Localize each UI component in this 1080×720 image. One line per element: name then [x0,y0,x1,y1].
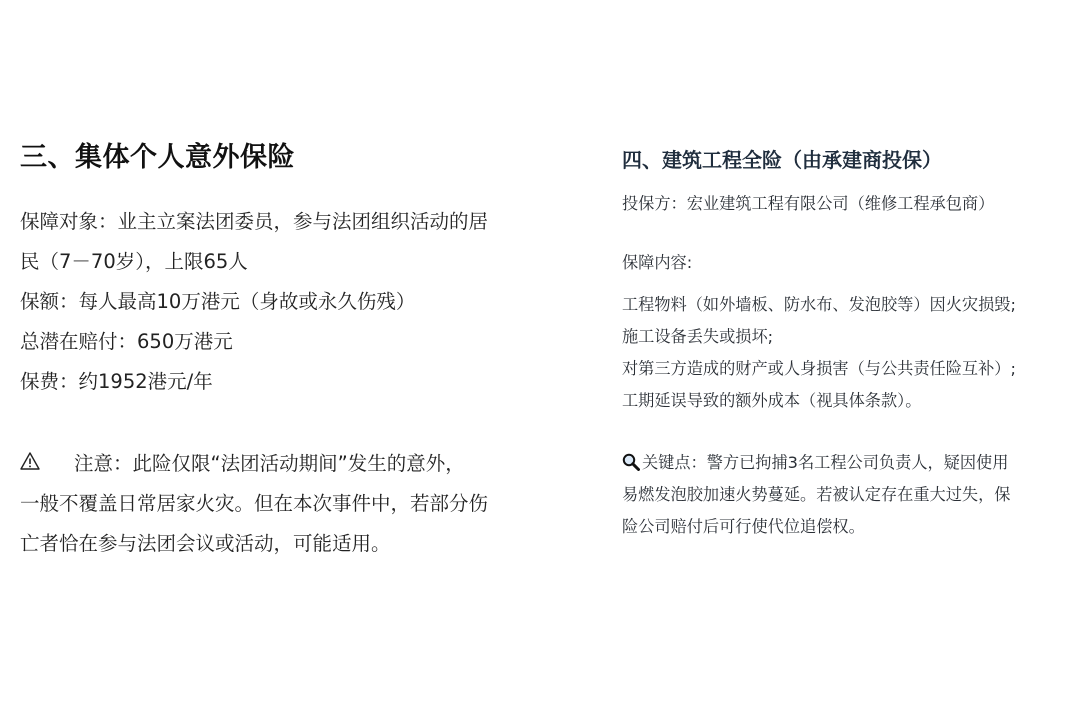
note-line-1: 注意：此险仅限“法团活动期间”发生的意外， [74,452,465,475]
key-line-1: 关键点：警方已拘捕3名工程公司负责人，疑因使用 [642,453,1009,472]
list-item: 工期延误导致的额外成本（视具体条款）。 [622,391,922,410]
coverage-amount: 保额：每人最高10万港元（身故或永久伤残） [20,290,416,313]
note-line-2: 一般不覆盖日常居家火灾。但在本次事件中，若部分伤 [20,492,489,515]
key-point [622,447,1011,543]
key-line-3: 险公司赔付后可行使代位追偿权。 [622,517,865,536]
section-title-construction-all-risk: 四、建筑工程全险（由承建商投保） [622,148,942,172]
policyholder: 投保方：宏业建筑工程有限公司（维修工程承包商） [622,194,995,213]
total-potential-payout: 总潜在赔付：650万港元 [20,330,233,353]
personal-accident-details [20,202,580,402]
coverage-line-1: 保障对象：业主立案法团委员，参与法团组织活动的居 [20,210,489,233]
list-item: 施工设备丢失或损坏; [622,327,774,346]
warning-icon [20,444,42,484]
coverage-items-list [622,289,1016,417]
list-item: 对第三方造成的财产或人身损害（与公共责任险互补）; [622,359,1016,378]
section-title-personal-accident: 三、集体个人意外保险 [20,142,295,173]
list-item: 工程物料（如外墙板、防水布、发泡胶等）因火灾损毁; [622,295,1016,314]
coverage-line-2: 民（7－70岁），上限65人 [20,250,248,273]
premium: 保费：约1952港元/年 [20,370,213,393]
note-line-3: 亡者恰在参与法团会议或活动，可能适用。 [20,532,391,555]
attention-note [20,444,580,564]
magnifier-icon [622,450,642,470]
coverage-heading: 保障内容: [622,253,693,272]
key-line-2: 易燃发泡胶加速火势蔓延。若被认定存在重大过失，保 [622,485,1011,504]
